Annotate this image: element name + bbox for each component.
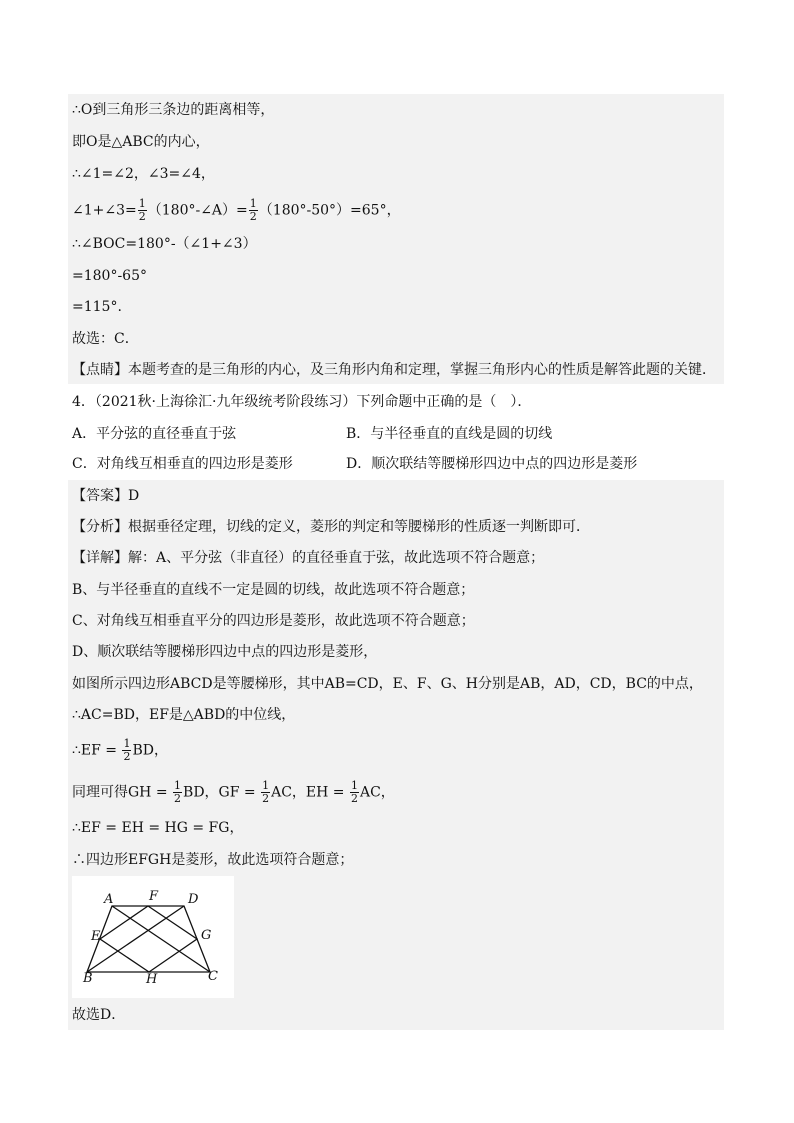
- label-e: E: [91, 929, 101, 944]
- equal-sides-statement: ∴EF = EH = HG = FG，: [72, 820, 244, 836]
- detail-line-d: D、顺次联结等腰梯形四边中点的四边形是菱形，: [72, 644, 378, 660]
- detail-line-b: B、与半径垂直的直线不一定是圆的切线，故此选项不符合题意；: [72, 582, 475, 598]
- solution-line-5: ∴∠BOC=180°-（∠1+∠3）: [72, 236, 257, 252]
- rhombus-efgh: [100, 906, 197, 972]
- detail-line: 【详解】解：A、平分弦（非直径）的直径垂直于弦，故此选项不符合题意；: [72, 550, 545, 566]
- label-g: G: [201, 928, 212, 943]
- ef-equation: [72, 738, 168, 763]
- ef-equation-right: BD，: [132, 742, 168, 759]
- option-a: A．平分弦的直径垂直于弦: [72, 426, 237, 442]
- solution-line-3: ∴∠1=∠2，∠3=∠4，: [72, 166, 215, 182]
- answer-line: 【答案】D: [72, 488, 140, 504]
- option-c: C．对角线互相垂直的四边形是菱形: [72, 456, 293, 472]
- gf-equation-left: BD，GF =: [183, 784, 256, 801]
- fraction-half: $\frac{1}{2}$: [262, 779, 270, 805]
- solution-line-6: =180°-65°: [72, 268, 147, 284]
- label-c: C: [208, 969, 218, 984]
- solution-line-1: ∴O到三角形三条边的距离相等，: [72, 102, 275, 118]
- same-equations: [72, 780, 395, 805]
- label-a: A: [104, 892, 114, 907]
- fraction-half: $\frac{1}{2}$: [350, 779, 358, 805]
- solution-line-8: 故选：C．: [72, 331, 139, 347]
- trapezoid-figure: [72, 876, 234, 998]
- label-d: D: [188, 892, 199, 907]
- diagonal-ac: [112, 906, 210, 972]
- fraction-half: $\frac{1}{2}$: [174, 779, 182, 805]
- final-answer-line: 故选D．: [72, 1007, 126, 1023]
- angle-expression-b: （180°-50°）=65°，: [258, 202, 401, 219]
- figure-description: 如图所示四边形ABCD是等腰梯形，其中AB=CD，E、F、G、H分别是AB，AD，CD，BC的中点，: [72, 676, 703, 692]
- fraction-half: $\frac{1}{2}$: [249, 197, 257, 223]
- trapezoid-outline: [87, 906, 210, 972]
- angle-expression-a: （180°-∠A）=: [147, 202, 248, 219]
- solution-line-2: 即O是△ABC的内心，: [72, 134, 210, 150]
- fraction-half: $\frac{1}{2}$: [123, 737, 131, 763]
- solution-line-7: =115°.: [72, 299, 122, 315]
- option-b: B．与半径垂直的直线是圆的切线: [346, 426, 553, 442]
- label-f: F: [149, 889, 159, 904]
- eh-equation-right: AC，: [359, 784, 395, 801]
- angle-sum-expression: ∠1+∠3=: [72, 202, 137, 219]
- conclusion-line: ∴四边形EFGH是菱形，故此选项符合题意；: [72, 852, 354, 868]
- diagonal-bd: [87, 906, 184, 972]
- question-stem: 4．（2021秋·上海徐汇·九年级统考阶段练习）下列命题中正确的是（ ）．: [72, 394, 532, 410]
- gh-equation-left: 同理可得GH =: [72, 784, 168, 801]
- midline-statement: ∴AC=BD，EF是△ABD的中位线，: [72, 707, 296, 723]
- ef-equation-left: ∴EF =: [72, 742, 118, 759]
- fraction-half: $\frac{1}{2}$: [138, 197, 146, 223]
- comment-line: 【点睛】本题考查的是三角形的内心，及三角形内角和定理，掌握三角形内心的性质是解答此题的关键．: [72, 362, 716, 378]
- analysis-line: 【分析】根据垂径定理，切线的定义，菱形的判定和等腰梯形的性质逐一判断即可．: [72, 519, 590, 535]
- label-h: H: [146, 972, 158, 987]
- solution-line-4: [72, 198, 401, 223]
- detail-line-c: C、对角线互相垂直平分的四边形是菱形，故此选项不符合题意；: [72, 613, 475, 629]
- eh-equation-left: AC，EH =: [271, 784, 345, 801]
- trapezoid-diagram: [72, 876, 234, 998]
- option-d: D．顺次联结等腰梯形四边中点的四边形是菱形: [346, 456, 638, 472]
- label-b: B: [83, 971, 93, 986]
